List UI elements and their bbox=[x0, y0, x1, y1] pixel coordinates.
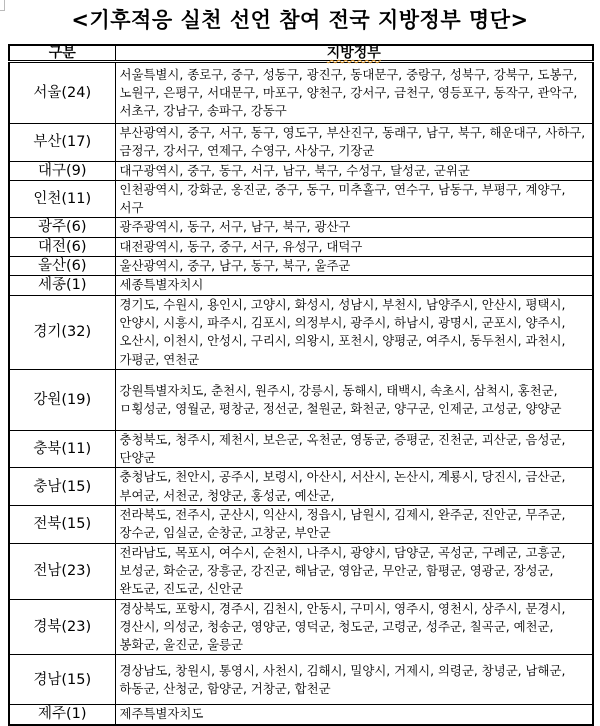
government-list-cell: 전라북도, 전주시, 군산시, 익산시, 정읍시, 남원시, 김제시, 완주군, 진안군, 무주군, 장수군, 임실군, 순창군, 고창군, 부안군 bbox=[115, 506, 593, 544]
document-title: <기후적응 실천 선언 참여 전국 지방정부 명단> bbox=[71, 8, 529, 32]
government-list-cell: 제주특별자치도 bbox=[115, 705, 593, 725]
region-cell: 경기(32) bbox=[9, 295, 115, 369]
table-row bbox=[9, 237, 593, 256]
government-list-cell: 경상남도, 창원시, 통영시, 사천시, 김해시, 밀양시, 거제시, 의령군, 창녕군, 남해군, 하동군, 산청군, 함양군, 거창군, 합천군 bbox=[115, 655, 593, 705]
government-list-cell: 대구광역시, 중구, 동구, 서구, 남구, 북구, 수성구, 달성군, 군위군 bbox=[115, 161, 593, 180]
government-list-cell: 인천광역시, 강화군, 옹진군, 중구, 동구, 미추홀구, 연수구, 남동구, 부평구, 계양구, 서구 bbox=[115, 180, 593, 218]
table-row bbox=[9, 430, 593, 468]
local-government-table bbox=[8, 44, 594, 726]
table-row bbox=[9, 180, 593, 218]
table-header-row bbox=[9, 45, 593, 62]
table-row bbox=[9, 655, 593, 705]
region-cell: 광주(6) bbox=[9, 218, 115, 237]
region-cell: 전남(23) bbox=[9, 543, 115, 599]
column-header-label: 지방정부 bbox=[326, 45, 381, 61]
table-row bbox=[9, 62, 593, 124]
table-row bbox=[9, 257, 593, 276]
region-cell: 경북(23) bbox=[9, 599, 115, 655]
government-list-cell: 대전광역시, 동구, 중구, 서구, 유성구, 대덕구 bbox=[115, 237, 593, 256]
table-row bbox=[9, 369, 593, 430]
region-cell: 대전(6) bbox=[9, 237, 115, 256]
table-row bbox=[9, 124, 593, 162]
region-cell: 전북(15) bbox=[9, 506, 115, 544]
region-cell: 강원(19) bbox=[9, 369, 115, 430]
government-list-cell: 광주광역시, 동구, 서구, 남구, 북구, 광산구 bbox=[115, 218, 593, 237]
region-cell: 제주(1) bbox=[9, 705, 115, 725]
region-cell: 경남(15) bbox=[9, 655, 115, 705]
table-row bbox=[9, 468, 593, 506]
region-cell: 서울(24) bbox=[9, 62, 115, 124]
region-cell: 울산(6) bbox=[9, 257, 115, 276]
region-cell: 충북(11) bbox=[9, 430, 115, 468]
government-list-cell: 부산광역시, 중구, 서구, 동구, 영도구, 부산진구, 동래구, 남구, 북구, 해운대구, 사하구, 금정구, 강서구, 연제구, 수영구, 사상구, 기장군 bbox=[115, 124, 593, 162]
table-row bbox=[9, 599, 593, 655]
government-list-cell: 울산광역시, 중구, 남구, 동구, 북구, 울주군 bbox=[115, 257, 593, 276]
table-row bbox=[9, 506, 593, 544]
table-row bbox=[9, 295, 593, 369]
table-row bbox=[9, 161, 593, 180]
government-list-cell: 강원특별자치도, 춘천시, 원주시, 강릉시, 동해시, 태백시, 속초시, 삼척시, 홍천군, ㅁ횡성군, 영월군, 평창군, 정선군, 철원군, 화천군, 양구군, 인제군, 고성군, 양양군 bbox=[115, 369, 593, 430]
government-list-cell: 서울특별시, 종로구, 중구, 성동구, 광진구, 동대문구, 중랑구, 성북구, 강북구, 도봉구, 노원구, 은평구, 서대문구, 마포구, 양천구, 강서구, 금천구, 영등포구, 동작구, 관악구, 서초구, 강남구, 송파구, 강동구 bbox=[115, 62, 593, 124]
table-row bbox=[9, 705, 593, 725]
region-cell: 대구(9) bbox=[9, 161, 115, 180]
column-header-category: 구분 bbox=[9, 45, 115, 62]
government-list-cell: 충청남도, 천안시, 공주시, 보령시, 아산시, 서산시, 논산시, 계룡시, 당진시, 금산군, 부여군, 서천군, 청양군, 홍성군, 예산군, bbox=[115, 468, 593, 506]
region-cell: 부산(17) bbox=[9, 124, 115, 162]
region-cell: 충남(15) bbox=[9, 468, 115, 506]
table-row bbox=[9, 276, 593, 295]
column-header-local-government bbox=[115, 45, 593, 62]
region-cell: 인천(11) bbox=[9, 180, 115, 218]
government-list-cell: 세종특별자치시 bbox=[115, 276, 593, 295]
table-row bbox=[9, 218, 593, 237]
government-list-cell: 충청북도, 청주시, 제천시, 보은군, 옥천군, 영동군, 증평군, 진천군, 괴산군, 음성군, 단양군 bbox=[115, 430, 593, 468]
table-row bbox=[9, 543, 593, 599]
region-cell: 세종(1) bbox=[9, 276, 115, 295]
government-list-cell: 전라남도, 목포시, 여수시, 순천시, 나주시, 광양시, 담양군, 곡성군, 구례군, 고흥군, 보성군, 화순군, 장흥군, 강진군, 해남군, 영암군, 무안군, 함평군, 영광군, 장성군, 완도군, 진도군, 신안군 bbox=[115, 543, 593, 599]
government-list-cell: 경상북도, 포항시, 경주시, 김천시, 안동시, 구미시, 영주시, 영천시, 상주시, 문경시, 경산시, 의성군, 청송군, 영양군, 영덕군, 청도군, 고령군, 성주군, 칠곡군, 예천군, 봉화군, 울진군, 울릉군 bbox=[115, 599, 593, 655]
government-list-cell: 경기도, 수원시, 용인시, 고양시, 화성시, 성남시, 부천시, 남양주시, 안산시, 평택시, 안양시, 시흥시, 파주시, 김포시, 의정부시, 광주시, 하남시, 광명시, 군포시, 양주시, 오산시, 이천시, 안성시, 구리시, 의왕시, 포천시, 양평군, 여주시, 동두천시, 과천시, 가평군, 연천군 bbox=[115, 295, 593, 369]
